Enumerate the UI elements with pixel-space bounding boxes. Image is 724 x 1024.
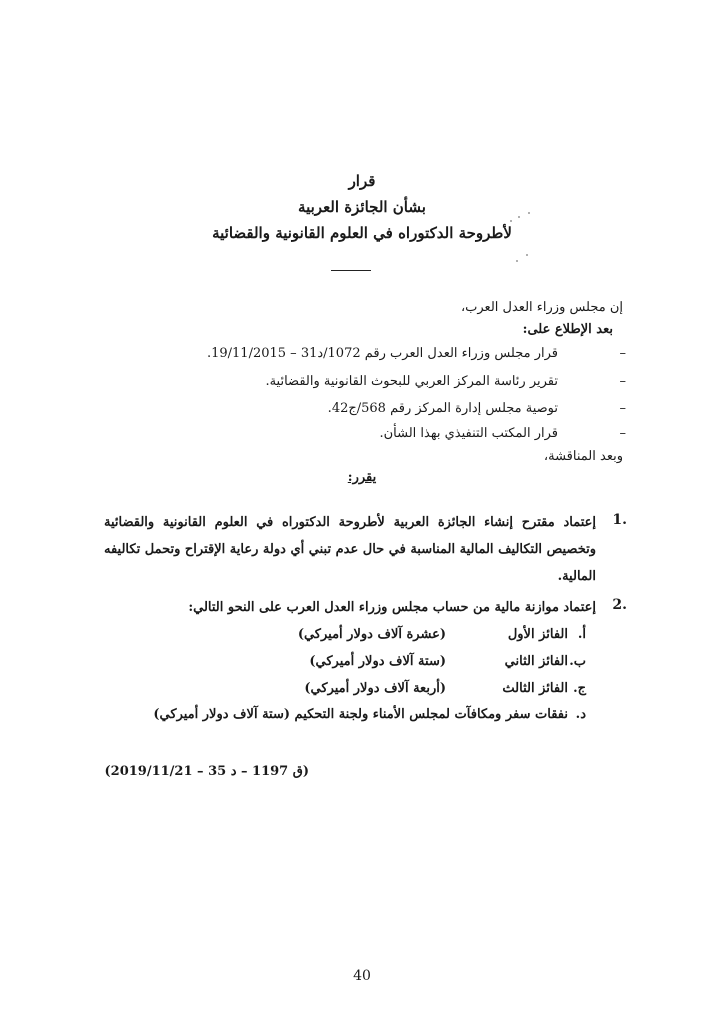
- scan-specks: [504, 210, 534, 270]
- budget-item-amount: (أربعة آلاف دولار أميركي): [304, 681, 446, 696]
- preamble-item-text: توصية مجلس إدارة المركز رقم 568/ج42.: [327, 401, 558, 416]
- resolution-number: 2.: [612, 597, 627, 613]
- preamble-item: [166, 374, 626, 394]
- preamble-item-text: قرار المكتب التنفيذي بهذا الشأن.: [379, 426, 558, 441]
- preamble-item-text: قرار مجلس وزراء العدل العرب رقم 1072/د31 – 19/11/2015.: [206, 346, 558, 361]
- decides-heading: يقرر:: [347, 470, 377, 485]
- budget-item-label: الفائز الثالث: [502, 681, 568, 696]
- budget-item: [126, 627, 586, 649]
- after-review-line: بعد الإطلاع على:: [522, 322, 613, 337]
- council-line: إن مجلس وزراء العدل العرب،: [460, 300, 623, 315]
- budget-item-letter: ج.: [573, 681, 586, 696]
- resolution-text: إعتماد مقترح إنشاء الجائزة العربية لأطروحة الدكتوراه في العلوم القانونية والقضائية وتخصيص التكاليف المالية المناسبة في حال عدم تبني أي دولة رعاية الإقتراح وتحمل تكاليفه المالية.: [104, 515, 596, 584]
- doc-subtitle-2: لأطروحة الدكتوراه في العلوم القانونية والقضائية: [212, 224, 512, 242]
- budget-item-label: الفائز الأول: [507, 627, 568, 642]
- budget-item: [126, 681, 586, 703]
- budget-item-letter: ب.: [569, 654, 586, 669]
- preamble-item: [166, 346, 626, 366]
- preamble-item: [166, 401, 626, 421]
- budget-item-amount: (عشرة آلاف دولار أميركي): [297, 627, 446, 642]
- budget-item: [126, 707, 586, 729]
- title-divider: [331, 270, 371, 271]
- resolution-text: إعتماد موازنة مالية من حساب مجلس وزراء العدل العرب على النحو التالي:: [188, 600, 596, 615]
- page-number: 40: [353, 968, 371, 984]
- after-discussion-line: وبعد المناقشة،: [543, 449, 623, 464]
- budget-item-letter: د.: [575, 707, 586, 722]
- budget-item-letter: أ.: [577, 627, 586, 642]
- doc-title: قرار: [348, 172, 376, 190]
- budget-item-label: نفقات سفر ومكافآت لمجلس الأمناء ولجنة التحكيم (ستة آلاف دولار أميركي): [153, 707, 568, 722]
- resolution-reference: (ق 1197 – د 35 – 2019/11/21): [104, 764, 309, 779]
- resolution-number: 1.: [612, 512, 627, 528]
- budget-item: [126, 654, 586, 676]
- bullet-dash: –: [619, 346, 626, 361]
- bullet-dash: –: [619, 374, 626, 389]
- preamble-item: [166, 426, 626, 446]
- preamble-item-text: تقرير رئاسة المركز العربي للبحوث القانونية والقضائية.: [265, 374, 558, 389]
- bullet-dash: –: [619, 401, 626, 416]
- budget-item-amount: (ستة آلاف دولار أميركي): [309, 654, 446, 669]
- doc-subtitle: بشأن الجائزة العربية: [298, 198, 426, 216]
- budget-item-label: الفائز الثاني: [504, 654, 568, 669]
- bullet-dash: –: [619, 426, 626, 441]
